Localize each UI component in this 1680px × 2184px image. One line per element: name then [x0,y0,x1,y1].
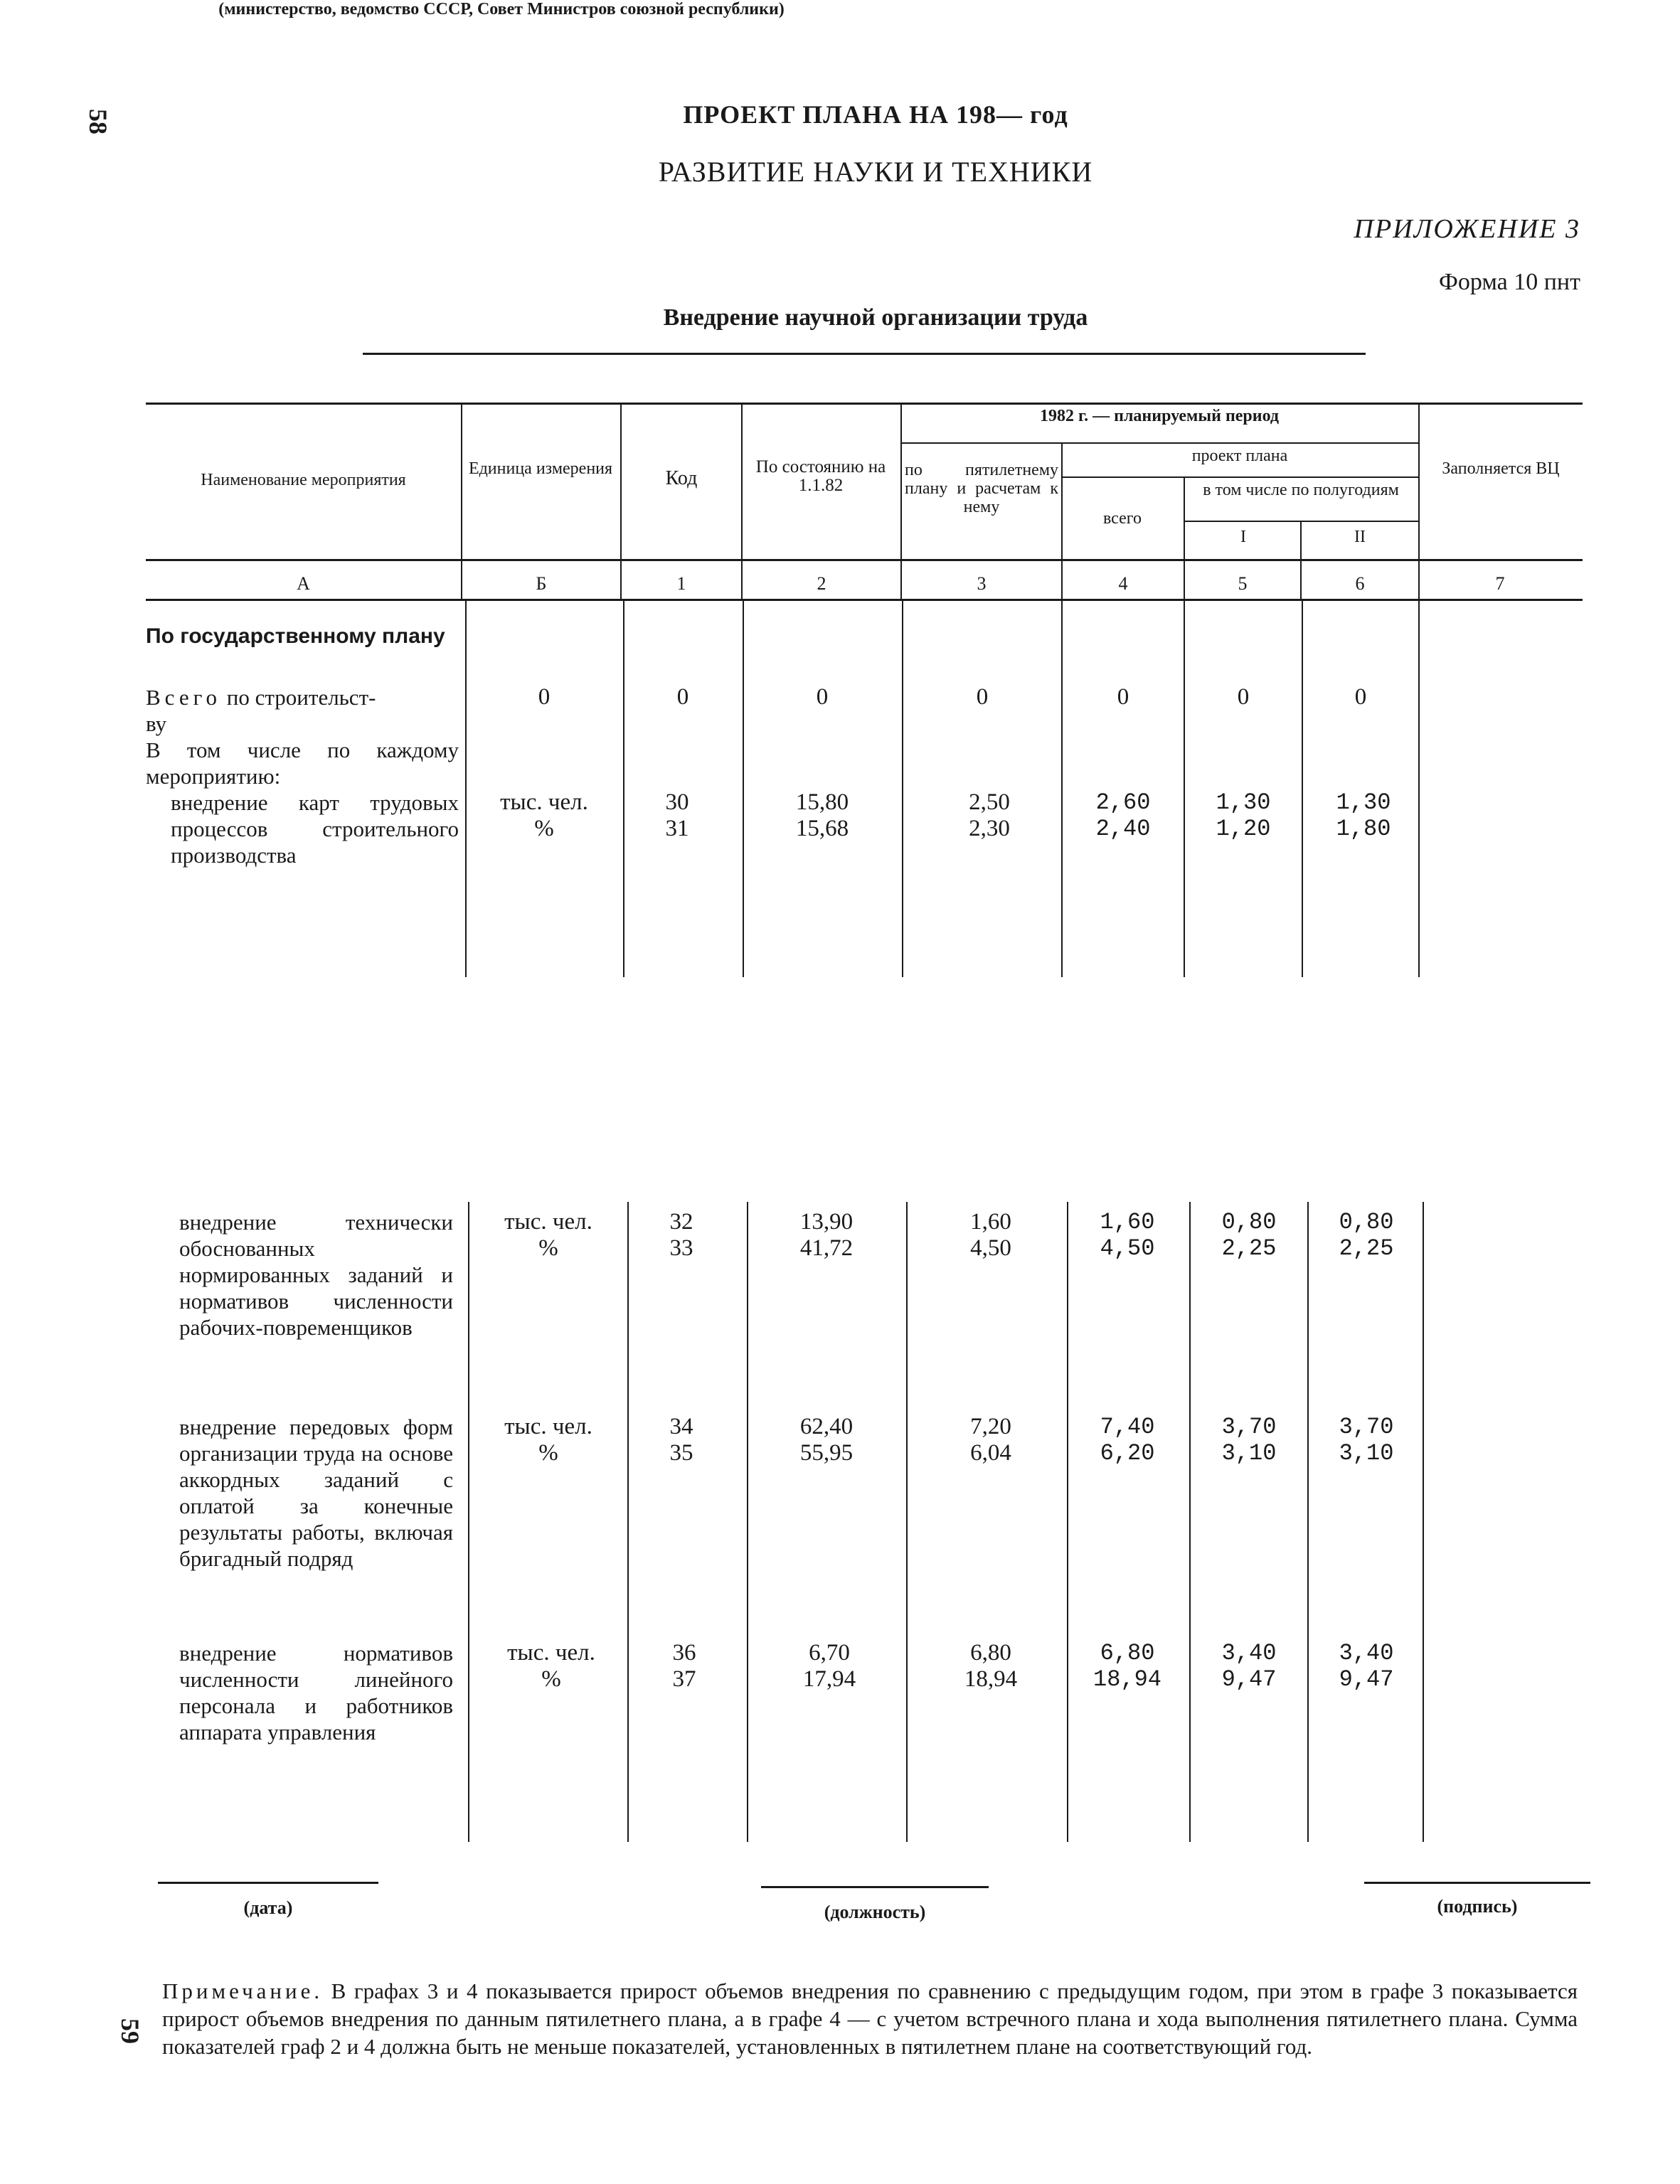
row-4-five-year: 6,80 18,94 [964,1640,1018,1692]
row-4-units: тыс. чел. % [507,1640,595,1692]
date-line [158,1882,378,1884]
colnum-7: 7 [1495,573,1505,594]
header-name: Наименование мероприятия [201,471,406,489]
bv2-2 [627,1202,629,1842]
row-2-units: тыс. чел. % [504,1209,592,1261]
total-h2: 0 [1354,684,1367,710]
bv2-8 [1423,1202,1424,1842]
total-row-label-part1: Всего [146,685,222,710]
header-code: Код [665,467,698,489]
row-1-total: 2,60 2,40 [1095,789,1151,842]
position-line [761,1886,989,1888]
row-1-state: 15,80 15,68 [795,789,849,841]
header-half-years: в том числе по полугодиям [1203,481,1399,499]
colnum-6: 6 [1355,573,1365,594]
hv-8 [1418,404,1420,599]
row-1-five-year: 2,50 2,30 [969,789,1010,841]
date-label: (дата) [243,1897,293,1918]
ministry-caption: (министерство, ведомство СССР, Совет Министров союзной республики) [218,0,785,18]
row-3-codes: 34 35 [669,1414,693,1466]
bv2-4 [906,1202,908,1842]
row-4-codes: 36 37 [672,1640,696,1692]
row-1-h1: 1,30 1,20 [1216,789,1271,842]
total-total: 0 [1117,684,1129,710]
signature-label: (подпись) [1437,1896,1518,1917]
table-top-rule [146,403,1583,405]
bv1-8 [1418,600,1420,977]
bv1-7 [1302,600,1303,977]
total-h1: 0 [1237,684,1250,710]
row-4-label: внедрение нормативов численности линейного персонала и работников аппарата управления [179,1641,453,1744]
row-1-h2: 1,30 1,80 [1336,789,1391,842]
row-3-h1: 3,70 3,10 [1221,1414,1277,1466]
row-4-state: 6,70 17,94 [802,1640,856,1692]
appendix-label: ПРИЛОЖЕНИЕ 3 [1354,214,1580,244]
row-2-h2: 0,80 2,25 [1339,1209,1394,1262]
bv2-7 [1307,1202,1309,1842]
bv2-6 [1189,1202,1191,1842]
colnum-3: 3 [977,573,987,594]
header-five-year: по пятилетнему плану и расчетам к нему [905,461,1058,516]
row-1-units: тыс. чел. % [500,789,588,841]
subheading: В том числе по каждому мероприятию: [146,737,459,789]
colnum-2: 2 [817,573,826,594]
row-4-total: 6,80 18,94 [1092,1640,1161,1693]
colnum-b: Б [536,573,547,594]
header-period: 1982 г. — планируемый период [1039,407,1280,425]
row-2-h1: 0,80 2,25 [1221,1209,1277,1262]
row-4-h2: 3,40 9,47 [1339,1640,1394,1693]
row-3-five-year: 7,20 6,04 [970,1414,1011,1466]
column-number-rule [146,599,1583,601]
total-row-label-part2: по строительст- [221,685,376,710]
colnum-4: 4 [1118,573,1128,594]
table-title: Внедрение научной организации труда [663,304,1088,331]
row-3-state: 62,40 55,95 [799,1414,854,1466]
footnote [162,1977,1578,2060]
bv2-3 [747,1202,748,1842]
colnum-5: 5 [1238,573,1248,594]
row-2-codes: 32 33 [669,1209,693,1261]
bv1-3 [743,600,744,977]
row-2-total: 1,60 4,50 [1100,1209,1155,1262]
hv-1 [461,404,462,599]
row-3-total: 7,40 6,20 [1100,1414,1155,1466]
row-2-five-year: 1,60 4,50 [970,1209,1011,1261]
total-row-label [146,684,459,737]
row-1-label: внедрение карт трудовых процессов строительного производства [171,790,459,868]
row-4-h1: 3,40 9,47 [1221,1640,1277,1693]
bv2-1 [468,1202,469,1842]
total-state: 0 [816,684,829,710]
row-1-codes: 30 31 [665,789,689,841]
bv1-4 [902,600,903,977]
colnum-a: А [297,573,310,594]
row-2-label: внедрение технически обоснованных нормированных заданий и нормативов численности рабочих-повременщиков [179,1210,453,1340]
footnote-lead: Примечание. [162,1978,324,2003]
period-rule [900,442,1418,444]
row-3-h2: 3,70 3,10 [1339,1414,1394,1466]
hv-2 [620,404,622,599]
header-bottom-rule [146,559,1583,561]
position-label: (должность) [824,1902,926,1922]
row-2-state: 13,90 41,72 [799,1209,854,1261]
bv1-2 [623,600,624,977]
row-3-units: тыс. чел. % [504,1414,592,1466]
header-total: всего [1102,509,1142,528]
page-number-top: 58 [84,109,112,134]
footnote-text: В графах 3 и 4 показывается прирост объемов внедрения по сравнению с предыдущим годом, при этом в графе 3 показывается прирост объемов внедрения по данным пятилетнего плана, а в графе 4 — с учетом встречного плана и хода выполнения пятилетнего плана. Сумма показателей граф 2 и 4 должна быть не меньше показателей, установленных в пятилетнем плане на соответствующий год. [162,1978,1578,2059]
header-half-2: II [1354,528,1366,546]
header-unit: Единица измерения [468,459,613,478]
header-filled-by: Заполняется ВЦ [1442,459,1560,478]
form-number: Форма 10 пнт [1439,269,1580,295]
page-number-bottom: 59 [116,2018,144,2044]
hv-3 [741,404,743,599]
bv1-5 [1061,600,1063,977]
total-unit: 0 [538,684,551,710]
row-3-label: внедрение передовых форм организации труда на основе аккордных заданий с оплатой за конечные результаты работы, включая бригадный подряд [179,1415,453,1571]
total-code: 0 [676,684,689,710]
bv1-6 [1184,600,1185,977]
bv2-5 [1067,1202,1068,1842]
ministry-underline [363,353,1366,355]
colnum-1: 1 [676,573,686,594]
plan-title: ПРОЕКТ ПЛАНА НА 198— год [683,100,1068,129]
total-row-label-part3: ву [146,711,167,736]
draft-plan-rule [1061,476,1418,478]
section-label: По государственному плану [146,624,445,648]
total-five-year: 0 [976,684,989,710]
bv1-1 [465,600,467,977]
signature-line [1364,1882,1590,1884]
hv-4 [900,404,902,599]
header-half-1: I [1240,528,1246,546]
section-title: РАЗВИТИЕ НАУКИ И ТЕХНИКИ [658,156,1093,188]
header-state: По состоянию на 1.1.82 [755,457,886,495]
header-draft-plan: проект плана [1191,447,1288,465]
